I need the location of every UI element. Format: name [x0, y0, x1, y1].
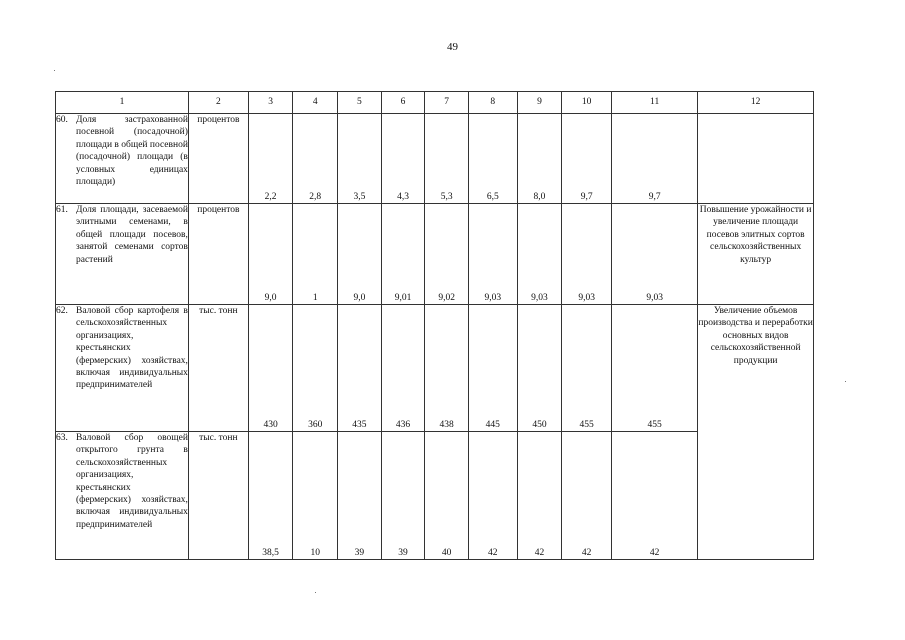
value-cell: 9,01 [381, 204, 425, 305]
header-cell: 10 [562, 92, 612, 114]
indicator-name: Доля площади, засеваемой элитными семенами, в общей площади посевов, занятой семенами сортов растений [76, 205, 188, 265]
value-cell: 3,5 [338, 114, 382, 204]
indicator-name-cell [56, 114, 189, 204]
indicators-table [55, 91, 814, 560]
value-cell: 1 [293, 204, 338, 305]
value-cell: 39 [338, 432, 382, 560]
value-cell: 6,5 [468, 114, 517, 204]
header-cell: 2 [188, 92, 248, 114]
value-cell: 9,03 [517, 204, 562, 305]
value-cell: 42 [468, 432, 517, 560]
note-cell: Повышение урожайности и увеличение площади посевов элитных сортов сельскохозяйственных культур [698, 204, 814, 305]
indicator-name: Валовой сбор картофеля в сельскохозяйственных организациях, крестьянских (фермерских) хозяйствах, включая индивидуальных предпринимателей [76, 306, 188, 391]
value-cell: 42 [612, 432, 698, 560]
value-cell: 9,03 [562, 204, 612, 305]
unit-cell: тыс. тонн [188, 432, 248, 560]
value-cell: 42 [517, 432, 562, 560]
value-cell: 40 [425, 432, 469, 560]
header-cell: 5 [338, 92, 382, 114]
unit-cell: тыс. тонн [188, 305, 248, 432]
table-row [56, 305, 814, 432]
row-number: 62. [56, 306, 68, 316]
unit-cell: процентов [188, 114, 248, 204]
header-cell: 11 [612, 92, 698, 114]
value-cell: 360 [293, 305, 338, 432]
value-cell: 9,03 [468, 204, 517, 305]
value-cell: 9,7 [612, 114, 698, 204]
row-number: 63. [56, 433, 68, 443]
header-cell: 8 [468, 92, 517, 114]
value-cell: 8,0 [517, 114, 562, 204]
value-cell: 9,0 [248, 204, 293, 305]
header-cell: 9 [517, 92, 562, 114]
row-number: 60. [56, 115, 68, 125]
value-cell: 2,8 [293, 114, 338, 204]
value-cell: 9,7 [562, 114, 612, 204]
page-number: 49 [447, 41, 458, 53]
header-row [56, 92, 814, 114]
value-cell: 450 [517, 305, 562, 432]
value-cell: 9,03 [612, 204, 698, 305]
indicator-name-cell [56, 432, 189, 560]
value-cell: 436 [381, 305, 425, 432]
scan-speck [54, 70, 55, 71]
unit-cell: процентов [188, 204, 248, 305]
header-cell: 6 [381, 92, 425, 114]
indicator-name-cell [56, 305, 189, 432]
value-cell: 435 [338, 305, 382, 432]
table-row [56, 204, 814, 305]
value-cell: 2,2 [248, 114, 293, 204]
value-cell: 455 [562, 305, 612, 432]
value-cell: 10 [293, 432, 338, 560]
value-cell: 438 [425, 305, 469, 432]
indicator-name-cell [56, 204, 189, 305]
header-cell: 3 [248, 92, 293, 114]
value-cell: 42 [562, 432, 612, 560]
value-cell: 445 [468, 305, 517, 432]
value-cell: 5,3 [425, 114, 469, 204]
header-cell: 7 [425, 92, 469, 114]
table-row [56, 114, 814, 204]
value-cell: 9,02 [425, 204, 469, 305]
note-cell: Увеличение объемов производства и переработки основных видов сельскохозяйственной продукции [698, 305, 814, 560]
scan-speck [845, 381, 846, 382]
indicator-name: Валовой сбор овощей открытого грунта в сельскохозяйственных организациях, крестьянских (фермерских) хозяйствах, включая индивидуальных предпринимателей [76, 433, 188, 530]
indicator-name: Доля застрахованной посевной (посадочной) площади в общей посевной (посадочной) площади (в условных единицах площади) [76, 115, 188, 188]
header-cell: 12 [698, 92, 814, 114]
value-cell: 38,5 [248, 432, 293, 560]
value-cell: 4,3 [381, 114, 425, 204]
value-cell: 430 [248, 305, 293, 432]
value-cell: 455 [612, 305, 698, 432]
value-cell: 9,0 [338, 204, 382, 305]
scan-speck [315, 592, 316, 593]
value-cell: 39 [381, 432, 425, 560]
row-number: 61. [56, 205, 68, 215]
note-cell [698, 114, 814, 204]
header-cell: 1 [56, 92, 189, 114]
header-cell: 4 [293, 92, 338, 114]
